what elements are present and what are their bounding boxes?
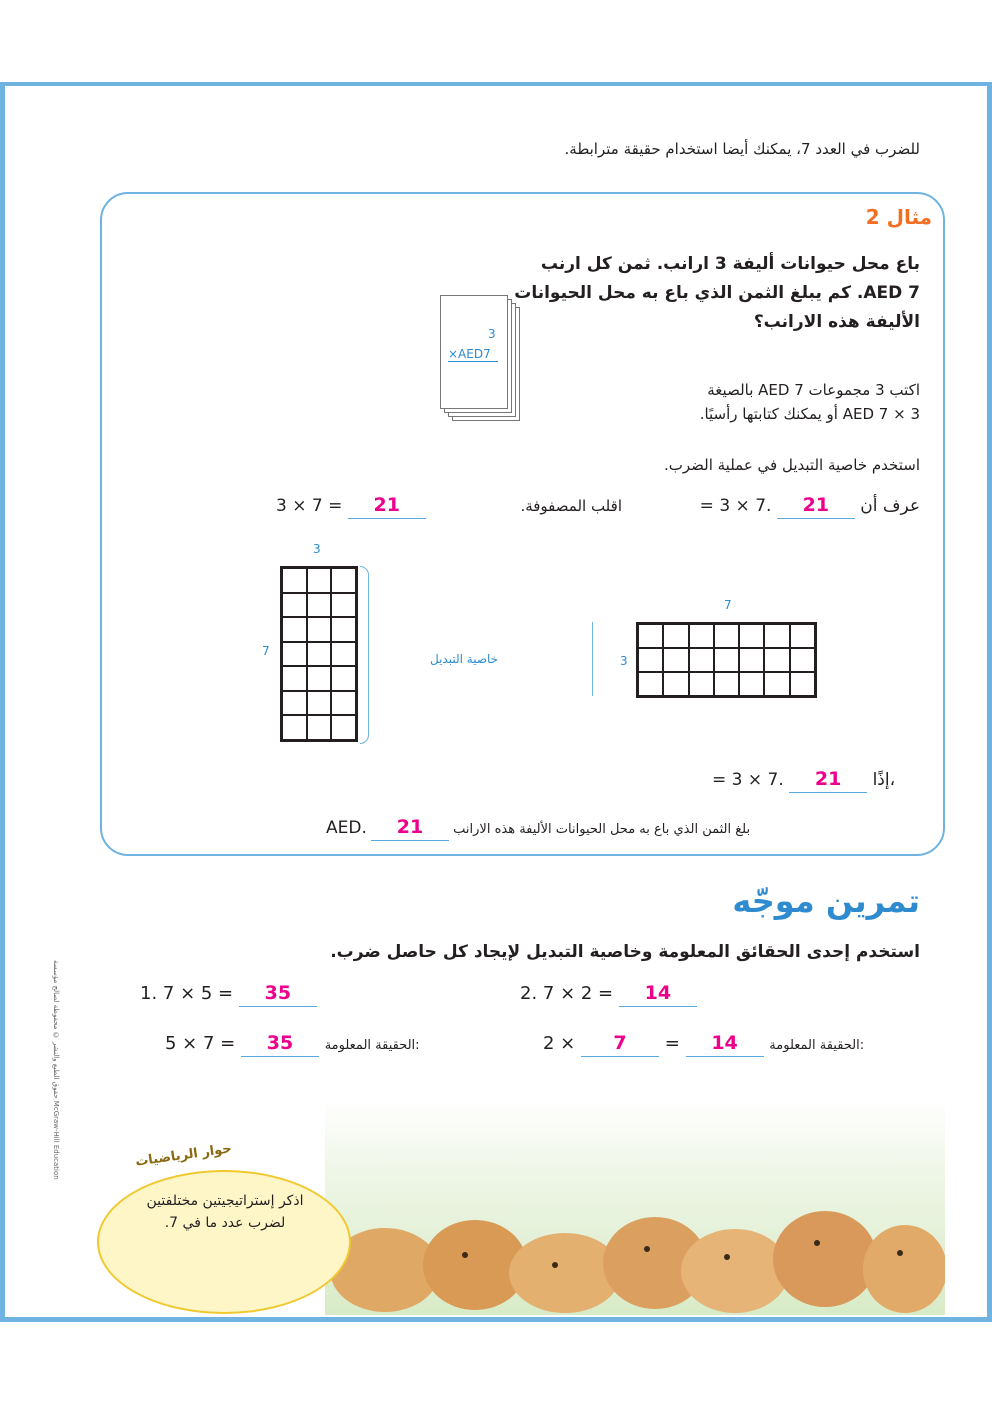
instruction-line-1: اكتب 3 مجموعات AED 7 بالصيغة xyxy=(707,381,920,399)
exercise-1-label: 1. 7 × 5 = xyxy=(140,983,234,1004)
property-label-text: خاصية التبديل xyxy=(430,652,499,666)
conclusion-text: بلغ الثمن الذي باع به محل الحيوانات الأليفة هذه الارانب xyxy=(453,822,751,837)
know-equation xyxy=(700,494,920,519)
tall-array-top-label: 3 xyxy=(313,542,321,556)
wide-array-bracket xyxy=(592,622,599,696)
so-prefix: إذًا، xyxy=(872,770,896,790)
rabbits-photo xyxy=(325,1185,945,1315)
wide-array xyxy=(636,622,817,698)
conclusion-answer-blank[interactable]: 21 xyxy=(371,816,449,841)
exercise-1-fact-label: الحقيقة المعلومة: xyxy=(324,1038,420,1053)
so-equation xyxy=(712,768,895,793)
intro-text: للضرب في العدد 7، يمكنك أيضا استخدام حقيقة مترابطة. xyxy=(564,140,920,158)
exercise-1-fact xyxy=(165,1032,420,1057)
know-expr: = 3 × 7. xyxy=(699,496,772,516)
practice-title: تمرين موجّه xyxy=(732,882,920,920)
exercise-1-fact-expr: 5 × 7 = xyxy=(165,1033,236,1054)
exercise-1-fact-answer[interactable]: 35 xyxy=(241,1032,319,1057)
exercise-2-answer[interactable]: 14 xyxy=(619,982,697,1007)
bubble-text: اذكر إستراتيجيتين مختلفتين لضرب عدد ما في 7. xyxy=(146,1193,304,1231)
flip-label: اقلب المصفوفة. xyxy=(520,497,622,515)
exercise-2-fact xyxy=(543,1032,864,1057)
flip-expr: 3 × 7 = xyxy=(276,496,343,516)
conclusion-unit: AED. xyxy=(326,818,367,838)
wide-array-top-label: 7 xyxy=(724,598,732,612)
tall-array xyxy=(280,566,358,742)
conclusion-line xyxy=(326,816,750,841)
tall-array-bracket xyxy=(360,566,369,744)
exercise-1 xyxy=(140,982,317,1007)
exercise-2-fact-expr1: 2 × xyxy=(543,1033,576,1054)
card-top-number: 3 xyxy=(488,327,496,341)
exercise-2 xyxy=(520,982,697,1007)
example-title: مثال 2 xyxy=(865,205,932,229)
flip-equation xyxy=(276,494,426,519)
know-prefix: عرف أن xyxy=(860,496,920,516)
practice-instruction: استخدم إحدى الحقائق المعلومة وخاصية التبديل لإيجاد كل حاصل ضرب. xyxy=(330,942,920,962)
exercise-2-label: 2. 7 × 2 = xyxy=(520,983,614,1004)
exercise-2-fact-answer1[interactable]: 7 xyxy=(581,1032,659,1057)
instruction xyxy=(580,378,920,426)
exercise-2-fact-label: الحقيقة المعلومة: xyxy=(769,1038,865,1053)
exercise-1-answer[interactable]: 35 xyxy=(239,982,317,1007)
example-problem: باع محل حيوانات أليفة 3 ارانب. ثمن كل ارنب AED 7. كم يبلغ الثمن الذي باع به محل الحيوانات الأليفة هذه الارانب؟ xyxy=(514,254,920,332)
exercise-2-fact-answer2[interactable]: 14 xyxy=(686,1032,764,1057)
bubble-header: حوار الرياضيات xyxy=(134,1141,233,1170)
so-answer-blank[interactable]: 21 xyxy=(789,768,867,793)
flip-answer-blank[interactable]: 21 xyxy=(348,494,426,519)
exercise-2-fact-expr2: = xyxy=(664,1033,680,1054)
tall-array-side-label: 7 xyxy=(262,644,270,658)
copyright-credit: حقوق الطبع والنشر © محفوظة لصالح مؤسسة McGraw-Hill Education xyxy=(52,960,60,1180)
know-answer-blank[interactable]: 21 xyxy=(777,494,855,519)
commutative-instruction: استخدم خاصية التبديل في عملية الضرب. xyxy=(663,456,920,474)
card-bottom-number: ×AED7 xyxy=(448,347,498,362)
property-label xyxy=(430,652,498,666)
wide-array-side-label: 3 xyxy=(620,654,628,668)
instruction-line-2: AED 7 × 3 أو يمكنك كتابتها رأسيًا. xyxy=(699,405,920,423)
so-expr: = 3 × 7. xyxy=(712,770,784,790)
stacked-cards-illustration xyxy=(440,295,530,425)
